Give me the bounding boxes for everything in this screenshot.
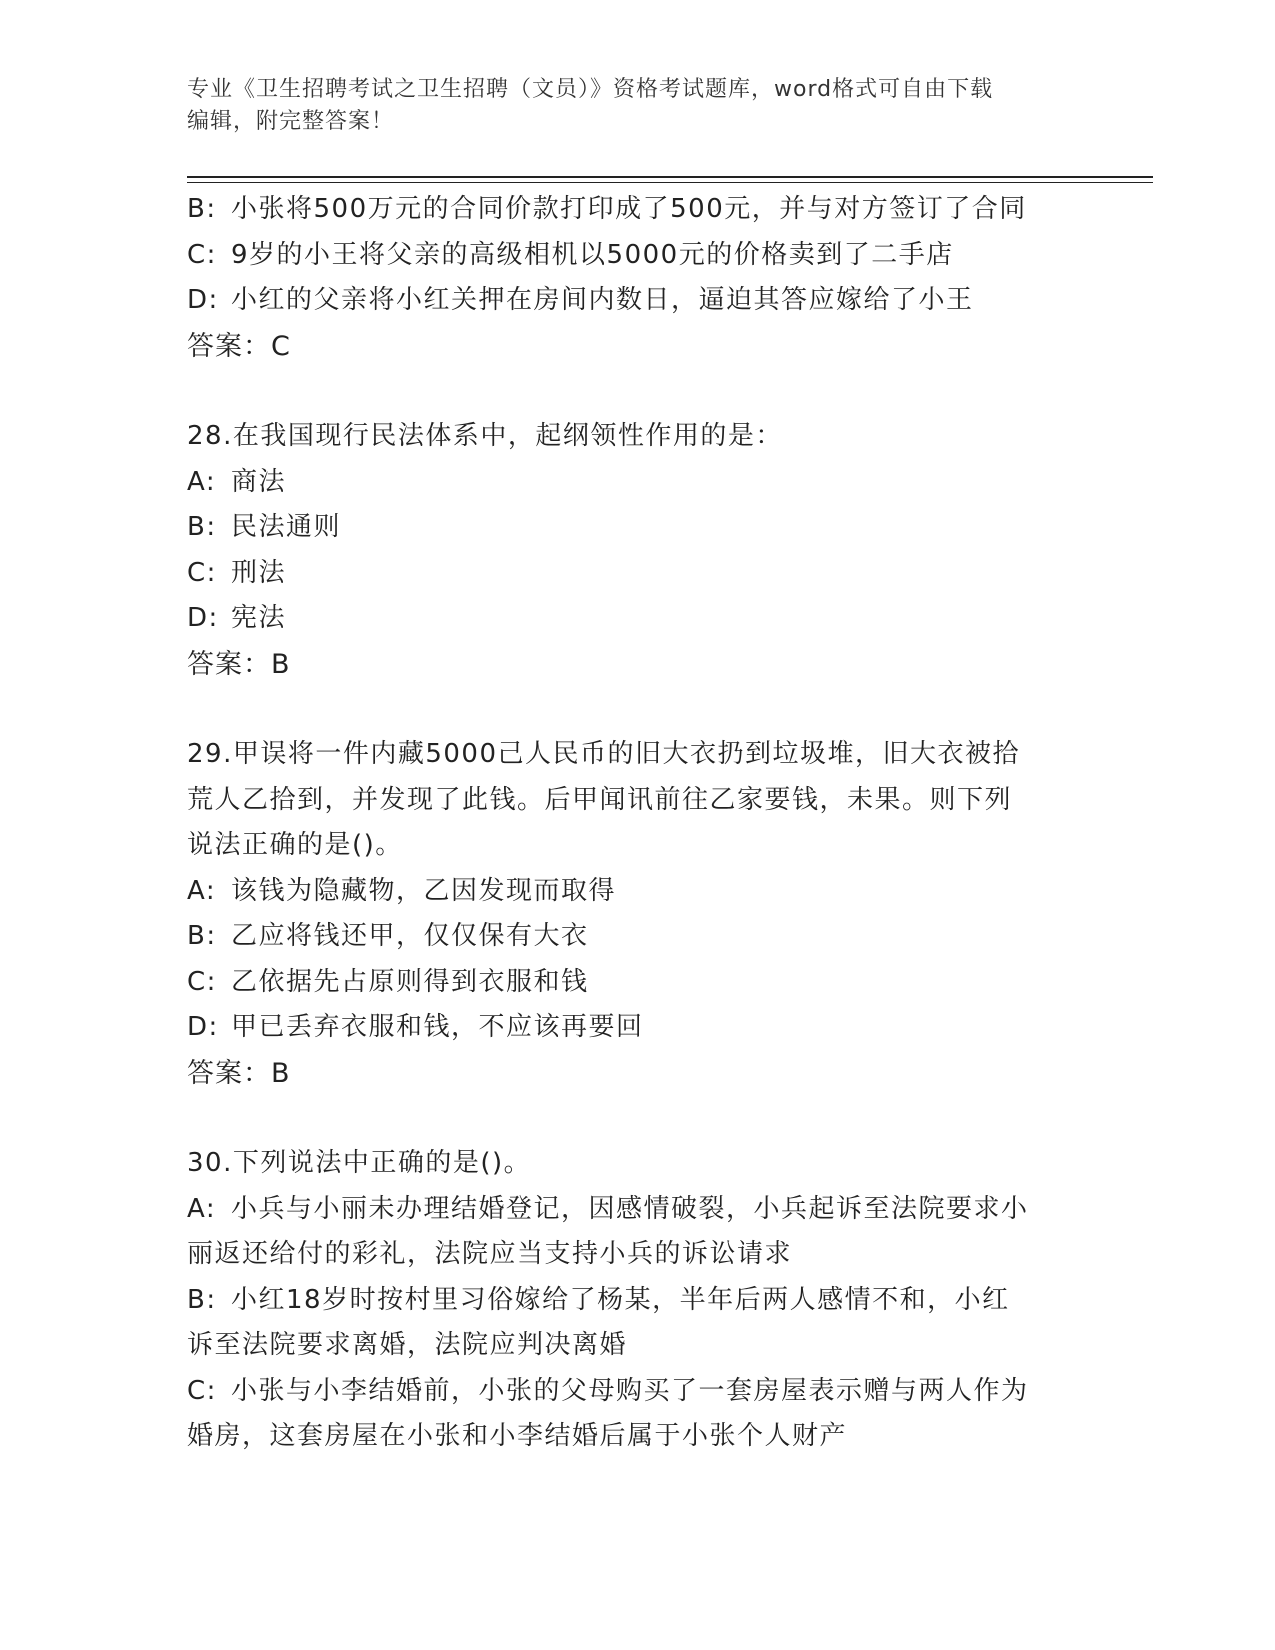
question-27 <box>187 187 1087 369</box>
question-stem-line-2: 荒人乙拾到，并发现了此钱。后甲闻讯前往乙家要钱，未果。则下列 <box>187 784 1013 815</box>
option-a: A: 小兵与小丽未办理结婚登记，因感情破裂，小兵起诉至法院要求小 <box>187 1193 1029 1224</box>
option-b: B: 小张将500万元的合同价款打印成了500元，并与对方签订了合同 <box>187 194 1027 224</box>
answer: 答案：B <box>187 1057 291 1089</box>
option-d: D: 小红的父亲将小红关押在房间内数日，逼迫其答应嫁给了小王 <box>187 285 974 315</box>
question-stem: 28.在我国现行民法体系中，起纲领性作用的是： <box>187 421 783 451</box>
option-b: B: 乙应将钱还甲，仅仅保有大衣 <box>187 921 589 951</box>
question-stem-line-1: 29.甲误将一件内藏5000己人民币的旧大衣扔到垃圾堆，旧大衣被拾 <box>187 739 1021 769</box>
header-line-2: 编辑，附完整答案！ <box>187 109 395 134</box>
option-c: C: 乙依据先占原则得到衣服和钱 <box>187 966 589 997</box>
page-header <box>187 74 1067 138</box>
option-c-continued: 婚房，这套房屋在小张和小李结婚后属于小张个人财产 <box>187 1421 848 1451</box>
option-b: B: 小红18岁时按村里习俗嫁给了杨某，半年后两人感情不和，小红 <box>187 1284 1010 1315</box>
option-c: C: 9岁的小王将父亲的高级相机以5000元的价格卖到了二手店 <box>187 239 954 270</box>
spacer <box>187 1096 1087 1141</box>
option-b: B: 民法通则 <box>187 512 342 542</box>
header-line-1: 专业《卫生招聘考试之卫生招聘（文员）》资格考试题库，word格式可自由下载 <box>187 77 994 102</box>
header-rule-thick <box>187 176 1153 178</box>
spacer <box>187 369 1087 414</box>
option-b-continued: 诉至法院要求离婚，法院应判决离婚 <box>187 1330 628 1360</box>
answer: 答案：C <box>187 330 291 362</box>
question-stem-line-3: 说法正确的是()。 <box>187 830 403 860</box>
question-29 <box>187 732 1087 1096</box>
question-28 <box>187 414 1087 687</box>
question-content <box>187 187 1087 1460</box>
answer: 答案：B <box>187 648 291 680</box>
option-d: D: 宪法 <box>187 603 287 633</box>
header-rule-thin <box>187 182 1153 183</box>
option-c: C: 小张与小李结婚前，小张的父母购买了一套房屋表示赠与两人作为 <box>187 1375 1029 1406</box>
option-c: C: 刑法 <box>187 557 287 588</box>
option-a-continued: 丽返还给付的彩礼，法院应当支持小兵的诉讼请求 <box>187 1239 793 1269</box>
option-a: A: 该钱为隐藏物，乙因发现而取得 <box>187 875 617 906</box>
question-30 <box>187 1141 1087 1460</box>
option-a: A: 商法 <box>187 466 287 497</box>
option-d: D: 甲已丢弃衣服和钱，不应该再要回 <box>187 1012 644 1042</box>
question-stem: 30.下列说法中正确的是()。 <box>187 1148 532 1178</box>
spacer <box>187 687 1087 732</box>
